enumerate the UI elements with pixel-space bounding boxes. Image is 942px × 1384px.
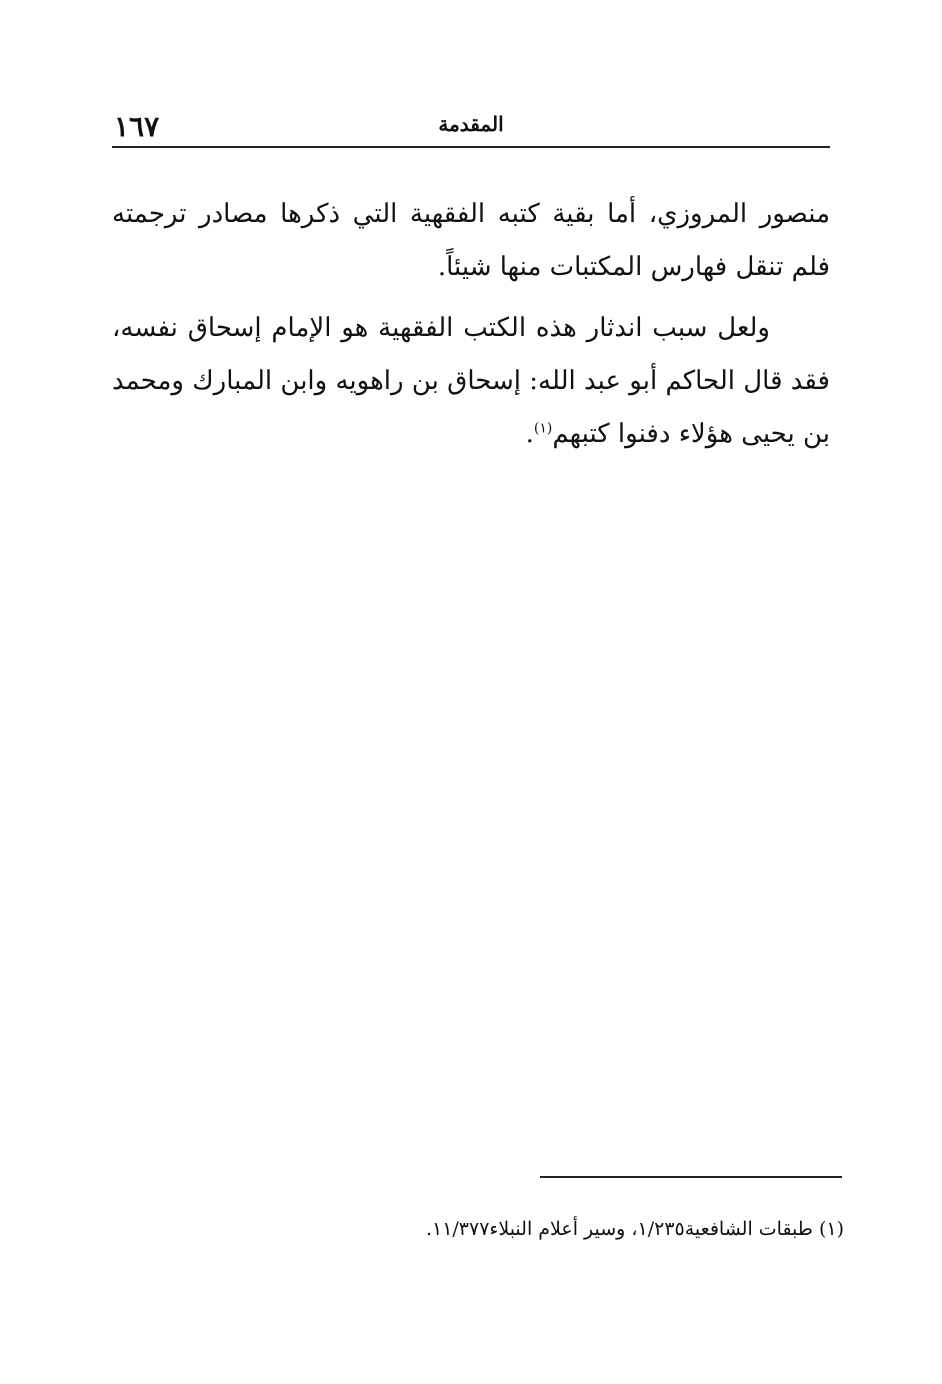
- footnote-reference: (١): [533, 420, 553, 437]
- footnote: (١) طبقات الشافعية١/٢٣٥، وسير أعلام النبلاء١١/٣٧٧.: [425, 1218, 844, 1240]
- running-header: [112, 106, 830, 148]
- footnote-divider: [540, 1176, 842, 1178]
- paragraph-text: ولعل سبب اندثار هذه الكتب الفقهية هو الإمام إسحاق نفسه، فقد قال الحاكم أبو عبد الله: إسحاق بن راهويه وابن المبارك ومحمد بن يحيى هؤلاء دفنوا كتبهم: [112, 313, 830, 449]
- page-number: ١٦٧: [114, 110, 160, 143]
- paragraph-end: .: [525, 419, 534, 449]
- paragraph: منصور المروزي، أما بقية كتبه الفقهية التي ذكرها مصادر ترجمته فلم تنقل فهارس المكتبات منها شيئاً.: [112, 199, 830, 282]
- footnotes: [112, 1212, 844, 1246]
- header-title: المقدمة: [438, 112, 504, 136]
- main-text: [112, 188, 830, 469]
- paragraph: [112, 302, 830, 461]
